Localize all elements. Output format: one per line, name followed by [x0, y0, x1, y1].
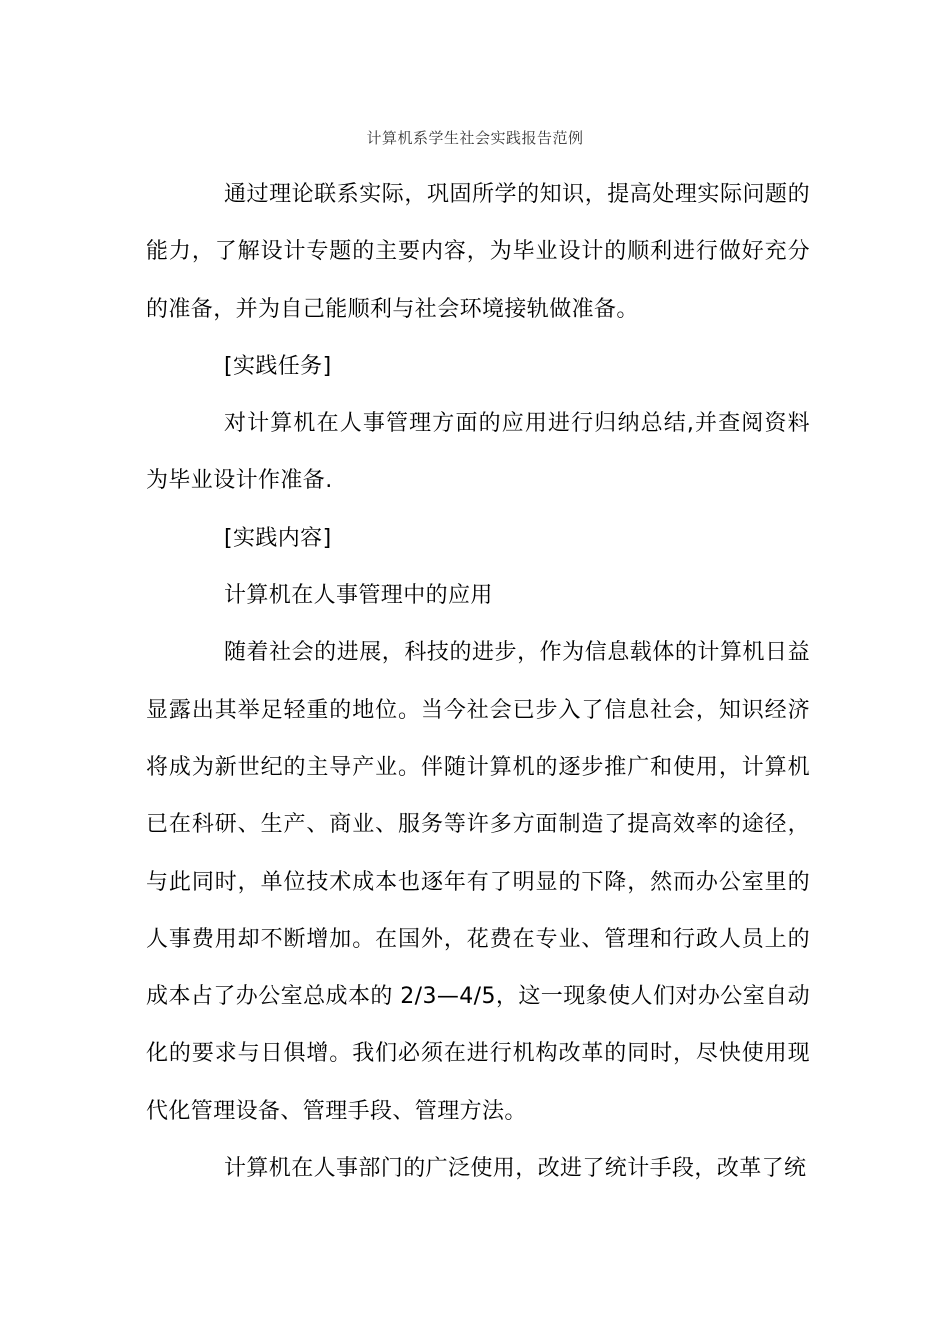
section-heading-practice-task: [实践任务]	[224, 353, 332, 379]
paragraph-intro: 通过理论联系实际，巩固所学的知识，提高处理实际问题的能力，了解设计专题的主要内容，为毕业设计的顺利进行做好充分的准备，并为自己能顺利与社会环境接轨做准备。	[146, 182, 810, 322]
subheading-computer-in-hr: 计算机在人事管理中的应用	[224, 583, 493, 609]
paragraph-hr-usage: 计算机在人事部门的广泛使用，改进了统计手段，改革了统	[224, 1156, 807, 1182]
paragraph-background: 随着社会的进展，科技的进步，作为信息载体的计算机日益显露出其举足轻重的地位。当今社会已步入了信息社会，知识经济将成为新世纪的主导产业。伴随计算机的逐步推广和使用，计算机已在科研、生产、商业、服务等许多方面制造了提高效率的途径，与此同时，单位技术成本也逐年有了明显的下降，然而办公室里的人事费用却不断增加。在国外，花费在专业、管理和行政人员上的成本占了办公室总成本的 2/3—4/5，这一现象使人们对办公室自动化的要求与日俱增。我们必须在进行机构改革的同时，尽快使用现代化管理设备、管理手段、管理方法。	[146, 640, 810, 1124]
section-heading-practice-content: [实践内容]	[224, 525, 332, 551]
paragraph-practice-task: 对计算机在人事管理方面的应用进行归纳总结,并查阅资料为毕业设计作准备.	[146, 411, 810, 494]
page-header-title: 计算机系学生社会实践报告范例	[366, 129, 584, 147]
document-body	[146, 166, 810, 1197]
